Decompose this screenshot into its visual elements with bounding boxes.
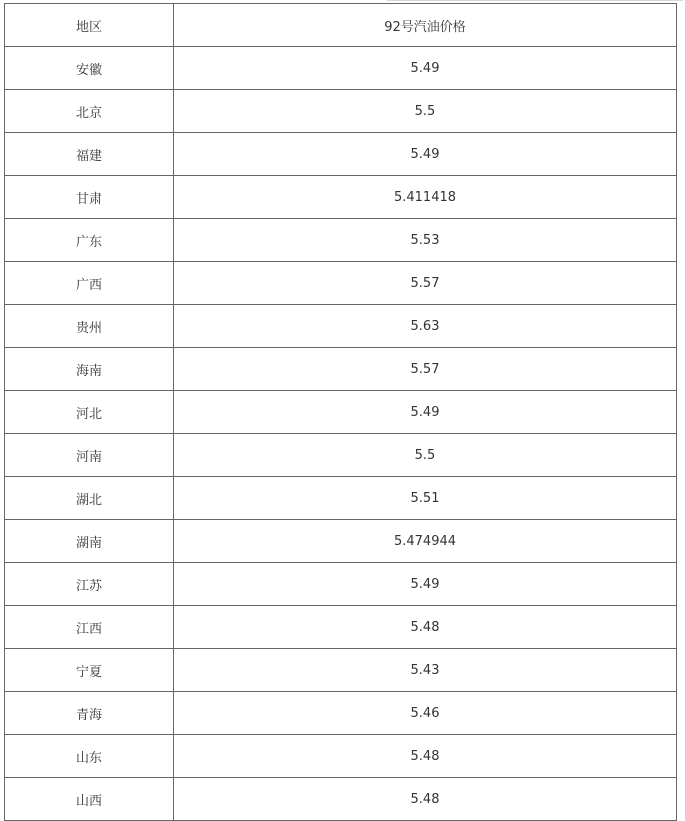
region-cell: 江苏 [5,563,174,606]
table-row [5,520,677,563]
table-row [5,176,677,219]
table-row [5,563,677,606]
table-row [5,606,677,649]
price-cell: 5.49 [174,563,677,606]
price-cell: 5.49 [174,47,677,90]
table-row [5,305,677,348]
region-cell: 北京 [5,90,174,133]
price-cell: 5.57 [174,262,677,305]
region-cell: 广西 [5,262,174,305]
header-region: 地区 [5,4,174,47]
table-row [5,778,677,821]
region-cell: 湖北 [5,477,174,520]
table-row [5,434,677,477]
price-cell: 5.51 [174,477,677,520]
table-body [5,4,677,821]
price-cell: 5.48 [174,778,677,821]
table-row [5,90,677,133]
region-cell: 山西 [5,778,174,821]
table-row [5,477,677,520]
price-cell: 5.43 [174,649,677,692]
table-row [5,735,677,778]
region-cell: 福建 [5,133,174,176]
price-cell: 5.53 [174,219,677,262]
price-cell: 5.474944 [174,520,677,563]
price-cell: 5.48 [174,606,677,649]
table-row [5,348,677,391]
table-header-row [5,4,677,47]
table-row [5,692,677,735]
table-row [5,219,677,262]
region-cell: 广东 [5,219,174,262]
price-cell: 5.57 [174,348,677,391]
gasoline-price-table [4,3,677,821]
region-cell: 贵州 [5,305,174,348]
region-cell: 江西 [5,606,174,649]
price-cell: 5.5 [174,90,677,133]
region-cell: 河南 [5,434,174,477]
table-row [5,47,677,90]
table-row [5,649,677,692]
table-row [5,391,677,434]
price-cell: 5.46 [174,692,677,735]
region-cell: 湖南 [5,520,174,563]
region-cell: 青海 [5,692,174,735]
top-divider [387,0,683,1]
region-cell: 安徽 [5,47,174,90]
table-row [5,262,677,305]
header-price: 92号汽油价格 [174,4,677,47]
price-cell: 5.49 [174,391,677,434]
price-cell: 5.5 [174,434,677,477]
price-cell: 5.411418 [174,176,677,219]
price-cell: 5.63 [174,305,677,348]
region-cell: 河北 [5,391,174,434]
region-cell: 海南 [5,348,174,391]
region-cell: 宁夏 [5,649,174,692]
price-cell: 5.48 [174,735,677,778]
table-row [5,133,677,176]
region-cell: 甘肃 [5,176,174,219]
price-cell: 5.49 [174,133,677,176]
region-cell: 山东 [5,735,174,778]
